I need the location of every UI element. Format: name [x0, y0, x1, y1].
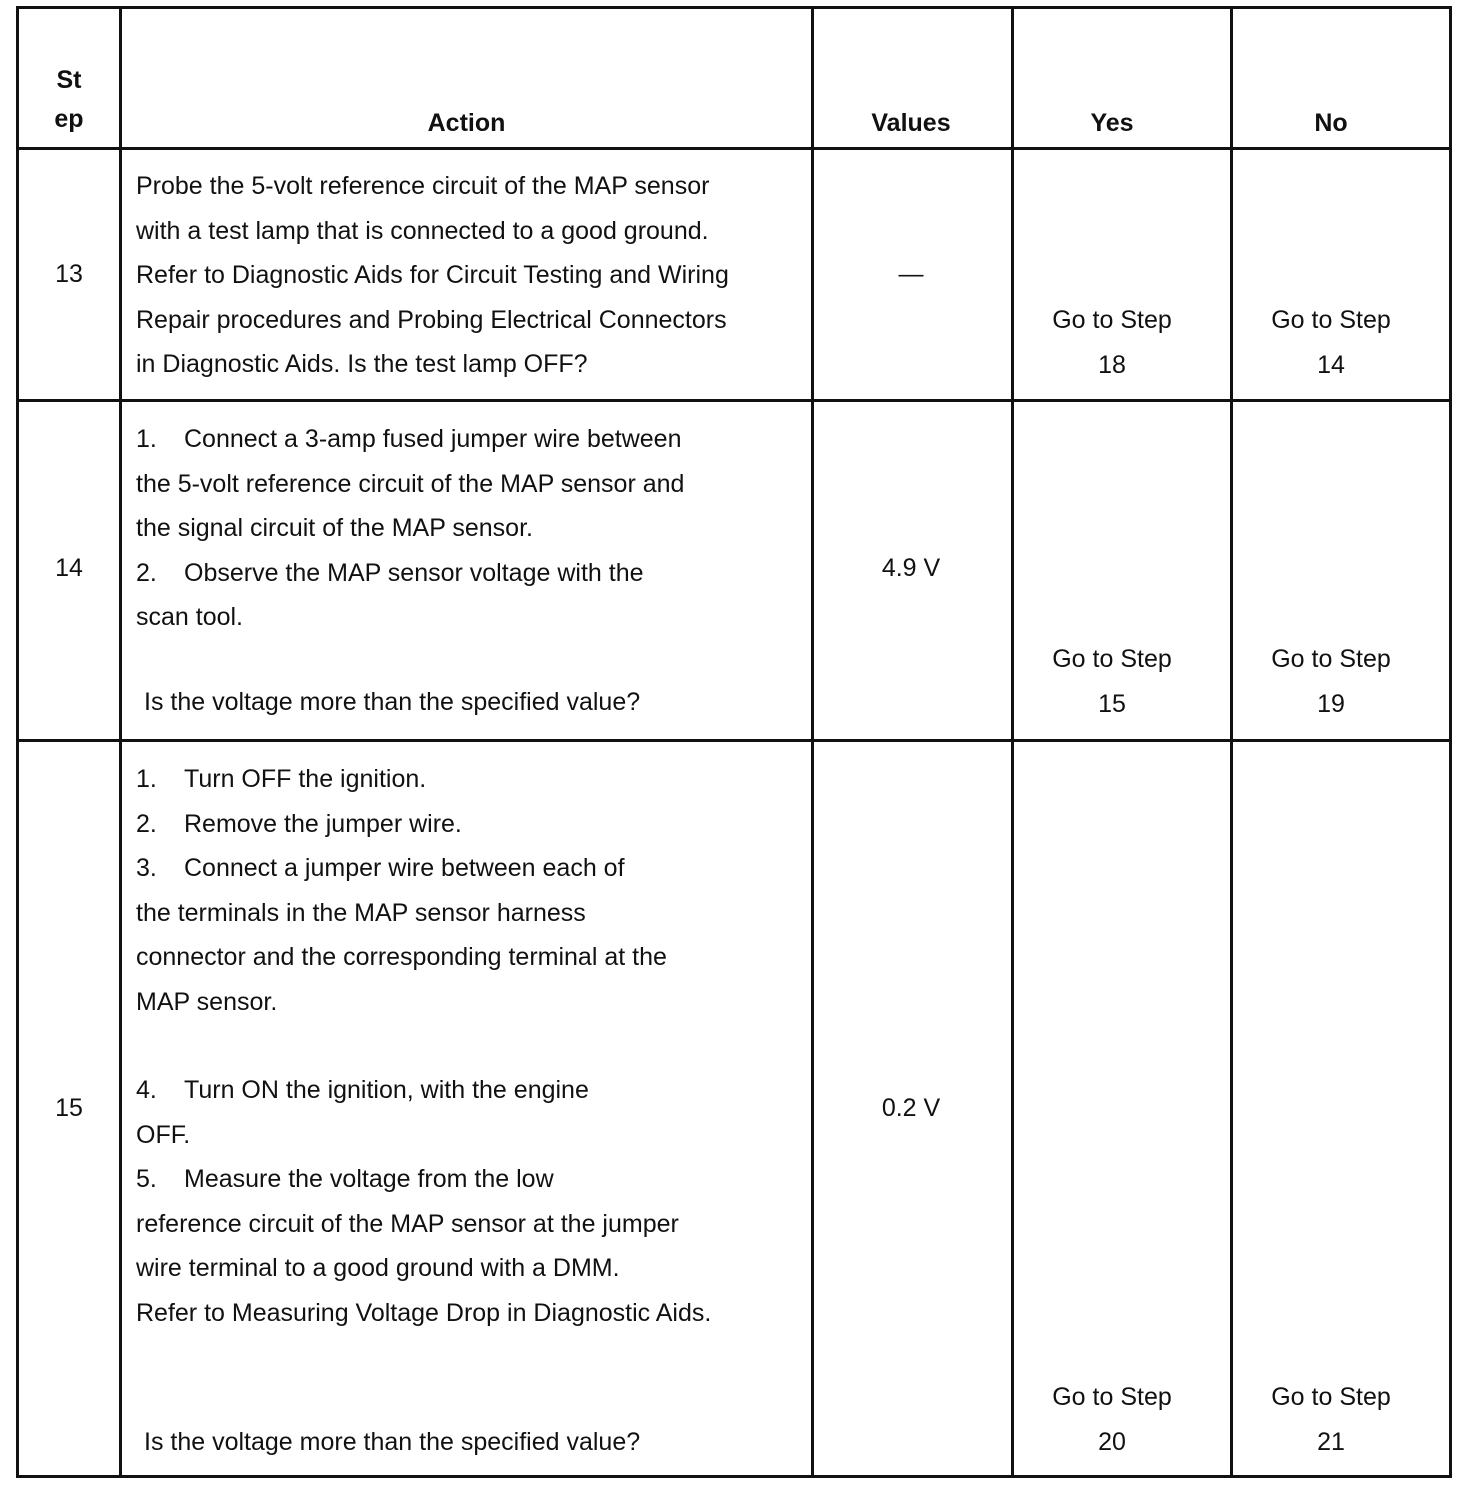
list-item [136, 846, 667, 891]
goto-step-number: 14 [1317, 350, 1345, 379]
action-line: MAP sensor. [136, 987, 278, 1016]
action-line: in Diagnostic Aids. Is the test lamp OFF? [136, 350, 588, 378]
action-line: wire terminal to a good ground with a DMM. [136, 1254, 620, 1282]
action-text [136, 417, 684, 640]
list-item [136, 1068, 711, 1113]
action-line: the 5-volt reference circuit of the MAP sensor and [136, 469, 685, 498]
goto-step-number: 19 [1317, 689, 1345, 718]
item-number: 4. [136, 1076, 157, 1104]
list-item [136, 417, 684, 462]
header-step-line: ep [54, 105, 84, 133]
goto-label: Go to Step [1052, 306, 1172, 334]
action-line: Probe the 5-volt reference circuit of the MAP sensor [136, 172, 710, 200]
value-cell: — [898, 260, 924, 288]
step-number: 15 [55, 1094, 83, 1122]
no-cell [1233, 1375, 1429, 1464]
goto-step-number: 20 [1098, 1427, 1126, 1456]
action-line: Refer to Diagnostic Aids for Circuit Testing and Wiring [136, 261, 729, 289]
row-divider [19, 399, 1449, 402]
header-step-line: St [56, 66, 82, 94]
list-item [136, 1157, 711, 1202]
goto-step-number: 15 [1098, 689, 1126, 718]
yes-cell [1014, 637, 1210, 726]
action-line: Refer to Measuring Voltage Drop in Diagnostic Aids. [136, 1298, 712, 1327]
list-item [136, 551, 684, 596]
action-line: with a test lamp that is connected to a good ground. [136, 216, 709, 245]
action-line: the terminals in the MAP sensor harness [136, 898, 586, 927]
action-line: connector and the corresponding terminal at the [136, 943, 667, 971]
item-text: Turn OFF the ignition. [184, 765, 427, 793]
column-divider [119, 9, 122, 1475]
goto-label: Go to Step [1271, 1383, 1391, 1411]
goto-step-number: 18 [1098, 350, 1126, 379]
list-item [136, 802, 667, 847]
goto-step-number: 21 [1317, 1427, 1345, 1456]
item-number: 1. [136, 765, 157, 793]
column-divider [811, 9, 814, 1475]
goto-label: Go to Step [1052, 1383, 1172, 1411]
header-no: No [1314, 109, 1348, 137]
item-number: 3. [136, 854, 157, 882]
goto-label: Go to Step [1052, 645, 1172, 673]
header-action: Action [427, 109, 506, 137]
header-values: Values [871, 109, 951, 137]
header-yes: Yes [1090, 109, 1134, 137]
action-text [136, 164, 729, 387]
goto-label: Go to Step [1271, 645, 1391, 673]
item-text: Observe the MAP sensor voltage with the [184, 558, 644, 587]
diagnostic-table [16, 6, 1452, 1478]
step-number: 13 [55, 260, 83, 288]
row-divider [19, 739, 1449, 742]
item-number: 2. [136, 809, 157, 838]
item-text: Measure the voltage from the low [184, 1165, 554, 1193]
row-divider [19, 147, 1449, 150]
list-item [136, 757, 667, 802]
item-number: 5. [136, 1165, 157, 1193]
value-cell: 0.2 V [881, 1094, 941, 1122]
yes-cell [1014, 1375, 1210, 1464]
no-cell [1233, 298, 1429, 387]
question-text: Is the voltage more than the specified value? [144, 1428, 641, 1456]
item-text: Turn ON the ignition, with the engine [184, 1076, 589, 1104]
header-step [19, 61, 119, 139]
column-divider [1230, 9, 1233, 1475]
action-text [136, 757, 667, 1024]
goto-label: Go to Step [1271, 306, 1391, 334]
yes-cell [1014, 298, 1210, 387]
no-cell [1233, 637, 1429, 726]
item-text: Connect a 3-amp fused jumper wire between [184, 425, 682, 453]
item-number: 1. [136, 425, 157, 453]
action-line: the signal circuit of the MAP sensor. [136, 514, 533, 542]
action-line: OFF. [136, 1120, 191, 1149]
action-line: reference circuit of the MAP sensor at the jumper [136, 1209, 679, 1238]
value-cell: 4.9 V [881, 554, 941, 582]
action-line: Repair procedures and Probing Electrical Connectors [136, 305, 727, 334]
column-divider [1011, 9, 1014, 1475]
action-line: scan tool. [136, 603, 244, 631]
item-text: Remove the jumper wire. [184, 809, 462, 838]
action-text [136, 1068, 711, 1335]
question-text: Is the voltage more than the specified value? [144, 688, 641, 716]
step-number: 14 [55, 554, 83, 582]
item-number: 2. [136, 558, 157, 587]
item-text: Connect a jumper wire between each of [184, 854, 625, 882]
